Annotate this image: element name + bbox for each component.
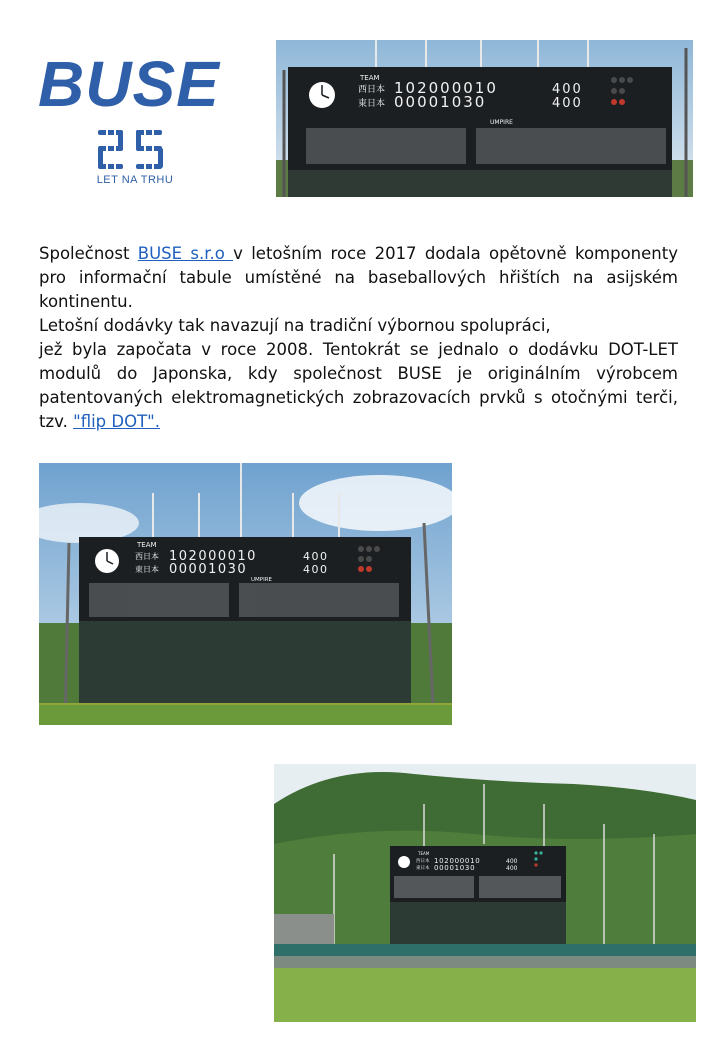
team2-rhe: 400 (506, 865, 518, 872)
team1-name: 西日本 (358, 85, 386, 95)
umpire-label: UMPIRE (251, 577, 273, 583)
team2-rhe: 400 (552, 96, 583, 111)
team2-name: 東日本 (135, 565, 159, 574)
team1-linescore: 102000010 (394, 79, 498, 97)
team1-linescore: 102000010 (434, 857, 481, 865)
logo-wordmark: BUSE (38, 48, 220, 120)
scoreboard-photo-closeup (276, 40, 693, 197)
team2-linescore: 00001030 (394, 93, 487, 111)
team-header-label: TEAM (418, 851, 430, 856)
team-header-label: TEAM (137, 541, 157, 549)
team2-linescore: 00001030 (169, 562, 248, 577)
stadium-photo-wide (274, 764, 696, 1022)
article-paragraph-1 (39, 242, 678, 314)
umpire-label: UMPIRE (490, 119, 513, 126)
team1-rhe: 400 (303, 550, 329, 563)
p1-text-start: Společnost (39, 244, 138, 263)
team1-name: 西日本 (416, 859, 430, 864)
team1-name: 西日本 (135, 552, 159, 561)
team1-linescore: 102000010 (169, 549, 257, 564)
team-header-label: TEAM (360, 74, 380, 82)
article-paragraph-3 (39, 338, 678, 434)
team2-name: 東日本 (416, 866, 430, 871)
team2-linescore: 00001030 (434, 864, 476, 872)
team2-rhe: 400 (303, 563, 329, 576)
logo-25-anniversary-mark (92, 126, 172, 176)
team1-rhe: 400 (552, 82, 583, 97)
p1-text-end: v letošním roce 2017 dodala opětovně komponenty pro informační tabule umístěné na baseballových hřištích na asijském kontinentu. (39, 244, 678, 311)
scoreboard-photo-front (39, 463, 452, 725)
flip-dot-link[interactable]: "flip DOT". (73, 412, 161, 431)
p3-text-start: jež byla započata v roce 2008. Tentokrát se jednalo o dodávku DOT-LET modulů do Japonska, kdy společnost BUSE je originálním výrobcem patentovaných elektromagnetických zobrazovacích prvků s otočnými terči, tzv. (39, 340, 678, 431)
team1-rhe: 400 (506, 858, 518, 865)
article-text (39, 242, 678, 434)
buse-company-link[interactable]: BUSE s.r.o (137, 244, 234, 263)
article-paragraph-2: Letošní dodávky tak navazují na tradiční výbornou spolupráci, (39, 316, 551, 335)
buse-logo (38, 48, 230, 192)
team2-name: 東日本 (358, 99, 386, 109)
logo-tagline: LET NA TRHU (96, 174, 174, 186)
